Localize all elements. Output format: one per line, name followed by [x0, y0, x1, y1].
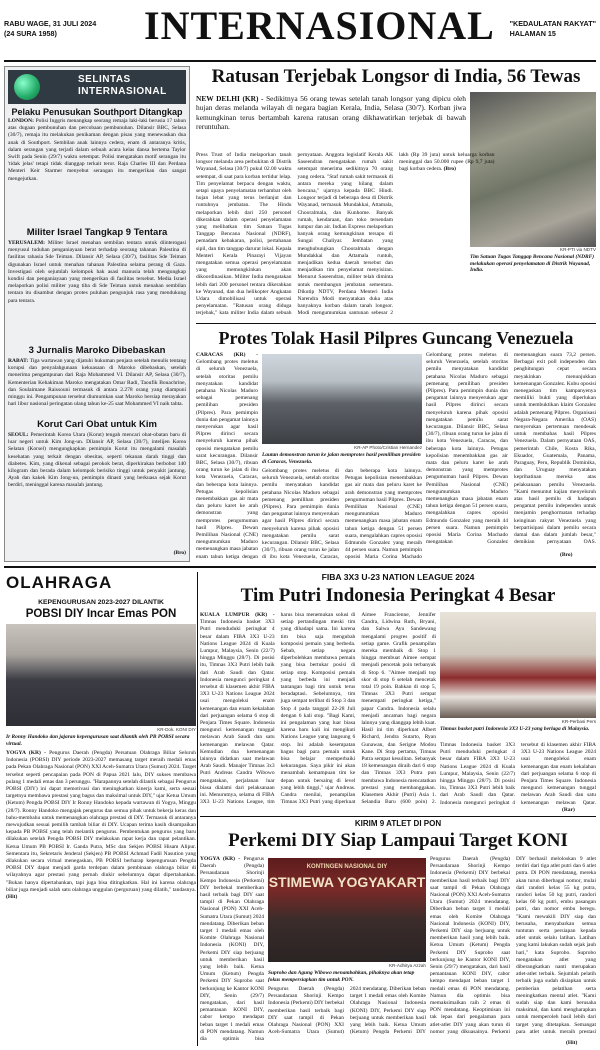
photo-credit: KR-Adhitya Azzah [388, 963, 426, 968]
pobsi-body: YOGYA (KR) - Pengurus Daerah (Pengda) Persatuan Olahraga Biliar Seluruh Indonesia (POBSI) DIY periode 2023-2027 memasang target meraih medali emas pada Pekan Olahraga Nasional (PON) XXI Aceh-Sumatra Utara (Sumut) 2024. Target tersebut seperti pencapaian pada PON di Papua 2021 lalu, DIY sukses membawa pulang 1 medali emas dan 3 perunggu. "Harapannya setelah dilantik sebagai Pengurus POBSI (DIY) ini dapat memotivasi dan meningkatkan kinerja kami, serta sesuai targetnya membawa prestasi yang bagus dan maksimal untuk DIY," ujar Ketua Umum (Ketum) Pengda POBSI DIY Ir Ronny Handoko kepada wartawan di Yogya, Minggu (28/7). Ronny Handoko mengajak pengurus dan semua pihak untuk bekerja keras dan bahu-membahu untuk memenangkan olahraga prestasi di DIY. Termasuk di antaranya mewujudkan sesuai pemilih tambah biliar di DIY. Ucapan terima kasih disampaikan kepada PB POBSI yang telah melantik pengurus. Pembentukan pengurus yang baru dilakukan setelah Pengda POBSI DIY melakukan rapat kerja dan rapat pelantikan. Ketua Umum PB POBSI Ir. Ganda Putra, MSc dan Sekjen POBSI Hisam Alipur. Sementara itu, Sekretaris Jenderal (Sekjen) PB POBSI Achmad Fadil Nasution yang dilakukan secara virtual menegaskan, PB POBSI berharap kepengurusan Pengda POBSI DIY dapat menjadi garda terdepan dalam pembinaan olahraga biliar di wilayahnya agar prestasi yang pernah diukir sebelumnya dapat dipertahankan. "Bukan hanya dipertahankan, tapi juga bisa ditingkatkan. Hal ini karena olahraga biliar juga menjadi salah satu olahraga unggulan (perguruan) yang dilatih," tandasnya. (Hit) [6, 750, 196, 901]
venezuela-body: Gelombang protes meletus di seluruh Venezuela, setelah otoritas pemilu menyatakan kandidat petahana Nicolas Maduro sebagai pemenang pemilihan presiden (Pilpres). Para pemimpin dunia dan pengamat lainnya menyerukan agar hasil Pilpres dirinci secara menyeluruh karena pihak oposisi mengatakan pemilu sarat kecurangan. Dilansir BBC, Selasa (30/7), ribuan orang turun ke jalan di ibu kota Venezuela, Caracas, dan beberapa kota lainnya. Petugas kepolisian menembakkan gas air mata dan peluru karet ke arah demonstran yang memprotes pengumuman hasil Pilpres. Dewan Pemilihan Nasional (CNE) mengumumkan Maduro memenangkan masa jabatan enam tahun ketiga dengan 51 persen suara, mengalahkan capres oposisi Edmundo Gonzalez yang meraih 44 persen suara. Namun pemimpin oposisi Maria Corina Machado [262, 468, 422, 561]
photo-caption: Ir Ronny Handoko dan jajaran kepengurusan saat dilantik oleh PB POBSI secara virtual. [6, 734, 190, 747]
fiba-headline: Tim Putri Indonesia Peringkat 4 Besar [240, 585, 556, 606]
section-title: INTERNASIONAL [144, 3, 495, 48]
byline-sign: (Bro) [560, 552, 573, 558]
india-lead: NEW DELHI (KR) - Sedikitnya 56 orang tewas setelah tanah longsor yang dipicu oleh hujan deras melanda wilayah di negara bagian Kerala, India, Selasa (30/7). Korban jiwa kemungkinan terus bertambah karena ratusan orang dikhawatirkan terjebak di bawah reruntuhan. [196, 94, 466, 132]
koni-kicker: KIRIM 9 ATLET DI PON [354, 819, 442, 828]
selintas-item-text: SEOUL: Pemerintah Korea Utara (Korut) tengah mencari obat-obatan baru di luar negeri untuk Kim Jong-un. Dilansir AP, Selasa (30/7), intelijen Korea Selatan (Korsel) mengungkapkan pemimpin Korut itu mengalami masalah kesehatan yang terkait dengan obesitas, seperti tekanan darah tinggi dan diabetes. Kim, yang dikenal sebagai perokok berat, diperkirakan berbobot 140 kilogram dan berada dalam kelompok berisiko tinggi untuk penyakit jantung. Ayah dan kakek Kim Jong-un, pemimpin dinasti yang berkuasa sejak Korut berdiri, meninggal karena masalah jantung. [8, 432, 186, 489]
koni-body: Pengurus Daerah (Pengda) Persaudaraan Shorinji Kempo Indonesia (Perkemi) DIY berbekal memberikan hasil terbaik bagi DIY saat tampil di Pekan Olahraga Nasional (PON) XXI Aceh-Sumatra Utara (Sumut) 2024 mendatang. Diberikan beban target 1 medali emas oleh Komite Olahraga Nasional Indonesia (KONI) DIY, Perkemi DIY siap berjuang untuk memberikan hasil yang lebih baik. Ketua Umum (Ketum) Pengda Perkemi DIY [268, 986, 426, 1036]
byline-sign: (Rar) [562, 807, 575, 813]
byline-sign: (Bro) [173, 550, 186, 556]
photo-banner-text: STIMEWA YOGYAKART [268, 874, 426, 890]
photo-caption: Timnas basket putri Indonesia 3X3 U-23 yang berlaga di Malaysia. [440, 726, 590, 732]
koni-headline: Perkemi DIY Siap Lampaui Target KONI [228, 830, 568, 851]
koni-body-right: Pengurus Daerah (Pengda) Persaudaraan Shorinji Kempo Indonesia (Perkemi) DIY berbekal memberikan hasil terbaik bagi DIY saat tampil di Pekan Olahraga Nasional (PON) XXI Aceh-Sumatra Utara (Sumut) 2024 mendatang. Diberikan beban target 1 medali emas oleh Komite Olahraga Nasional Indonesia (KONI) DIY, Perkemi DIY siap berjuang untuk memberikan hasil yang lebih baik. Ketua Umum (Ketum) Pengda Perkemi DIY Suprobo saat berkunjung ke Kantor KONI DIY, Senin (29/7) mengatakan, dari hasil pemantauan KONI DIY, cabor kempo mendapat beban target 1 medali emas di PON mendatang. Namun dia optimis bisa memaksimalkan raih 2 emas di PON mendatang. Keoptimisan ini tak lepas dari pengalaman para atlet-atlet DIY yang akan turun di nomor yang dikuasainya. Perkemi DIY berhasil meloloskan 9 atlet terdiri dari tiga atlet putri dan 6 atlet putra. Di PON mendatang, mereka akan turun diberbagai nomor, mulai dari randori kelas 55 kg putra, randori kelas 50 kg putri, randori kelas 60 kg putri, embu pasangan putri, dan nomor embu beregu. "Kami mewakili DIY siap dan berusaha, menyabarkan semua tuntutan serta persiapan kepada atlet untuk selalu latihan. Latihan yang kami lakukan sudah sejak jauh hari," kata Suprobo. Suprobo mengatakan atlet yang diberangkatkan nanti merupakan atlet-atlet terbaik. Sejumlah pelatih terbaik juga sudah disiapkan untuk pemberian pelatihan serta meningkatkan mental atlet. "Kami sudah siap dan kami berusaha maksimal, dan kami mengharapkan untuk memperoleh hasil lebih dari target yang ditetapkan. Semangat para atlet untuk meraih prestasi [430, 856, 596, 1035]
photo-caption: Suprobo dan Agung Wibowo menambahkan, pihaknya akan tetap fokus mempersiapkan tim untuk PON. [268, 970, 415, 983]
fiba-body-right: Timnas Indonesia basket 3X3 Putri menduduki peringkat 4 besar dalam FIBA 3X3 U-23 Nations League 2024 di Kuala Lumpur, Malaysia, Senin (22/7) hingga Minggu (28/7). Di posisi itu, Timnas 3X3 Putri lebih baik dari Arab Saudi dan Qatar. Indonesia mengunci peringkat 4 tersebut di klasemen akhir FIBA 3X3 U-23 Nations League 2024 usai mengoleksi enam kemenangan dan enam kekalahan dari perjuangan selama 6 stop di Penjara Times Square. Indonesia mengunci kemenangan tunggal melawan Arab Saudi dan satu kemenangan melawan Qatar. [440, 742, 596, 806]
koni-photo [268, 858, 426, 962]
selintas-item [8, 226, 186, 340]
selintas-item [8, 106, 186, 218]
selintas-item [8, 418, 186, 557]
pobsi-kicker: KEPENGURUSAN 2023-2027 DILANTIK [38, 599, 164, 606]
date-line: RABU WAGE, 31 JULI 2024 (24 SURA 1958) [4, 19, 97, 38]
selintas-item-title: Pelaku Penusukan Southport Ditangkap [11, 107, 183, 117]
photo-credit: KR-AP Photo/Cristian Hernandez [354, 445, 422, 450]
photo-banner-text: KONTINGEN NASIONAL DIY [306, 864, 388, 870]
olahraga-label: OLAHRAGA [6, 573, 113, 592]
fiba-body-left: KUALA LUMPUR (KR) - Timnas Indonesia basket 3X3 Putri menduduki peringkat 4 besar dalam FIBA 3X3 U-23 Nations League 2024 di Kuala Lumpur, Malaysia, Senin (22/7) hingga Minggu (28/7). Di posisi itu, Timnas 3X3 Putri lebih baik dari Arab Saudi dan Qatar. Indonesia mengunci peringkat 4 tersebut di klasemen akhir FIBA 3X3 U-23 Nations League 2024 usai mengoleksi enam kemenangan dan enam kekalahan dari perjuangan selama 6 stop di Penjara Times Square. Indonesia mengunci kemenangan tunggal melawan Arab Saudi dan satu kemenangan melawan Qatar. Kemudian dua kemenangan lainnya didatkan saat melawan Arab Saudi. Manajer Timnas 3x3 Putri Andreas Candra Wibowo mengatakan, perjalanan luar biasa dialami dari pelaksanaan ini. Menurutnya, selama di FIBA 3X3 U-23 Nations League, tim harus bisa menemukan solusi di setiap pertandingan meski tim yang dihadapi sama. Ini karena tim bisa saja mengubah komposisi pemain yang berbeda. Sebab, setiap negara diperbolehkan membawa pemain yang bisa bertukar posisi di setiap stop. Komposisi pemain yang berbeda ini menjadi tantangan bagi tim untuk terus beradaptasi. Sebelumnya, tim juga sempat terlibat di Stop 3 dan Stop 4 pada tanggal 22-28 Juli dengan 6 kali stop. "Bagi Kami, ini pengalaman yang luar biasa karena baru kali ini mengikuti Nations League yang langsung 6 stop. Ini adalah kesempatan bagus bagi para pemain untuk bisa belajar memperbaiki kekurangan. Saya pikir ini akan menambah kemampuan tim ke depan untuk bersaing di level yang lebih tinggi," ujar Andreas. Candra menilai, penampilan Timnas 3X3 Putri yang diperkuat Aimee Francienne, Jennifer Candra, Lidwina Ruth, Bryani, dan Salwa Ayu Sandewang mengalami progres positif di setiap game. Grafik penampilan mereka membaik di Stop 1 hingga membuat Aimee sempat menjadi pencetak poin terbanyak di Stop 6. "Aimee menjadi top skor di stop 6 setelah mencetak total 19 poin. Bahkan di stop 5, Timnas 3X3 Putri sempat menempati peringkat ketiga," papar Candra. Indonesia selalu menjadi ancaman bagi negara lainnya yang dianggap lebih kuat. Hasil ini tim diperkuat Albert Richard, Jendra Sutarto, Ryan Gunawan, dan Serigne Modou Kane. Di Stop pertama, Timnas Putra sempat kesulitan. Sebanyak 18 kemenangan diraih dari 6 stop dan Timnas 3X3 Putra pun membawa Indonesia mencatatkan prestasi yang membanggakan. Klasemen Akhir (Putri) Asia 1. Selandia Baru (600 poin) 2. [200, 612, 436, 806]
selintas-item-title: Militer Israel Tangkap 9 Tentara [26, 227, 168, 238]
selintas-item-text: LONDON: Polisi Inggris menangkap seorang remaja laki-laki berusia 17 tahun atas dugaan pembunuhan dan percobaan pembunuhan. Dilansir BBC, Selasa (30/7), remaja itu melakukan penikaman dengan pisau yang menewaskan dua anak di Southport. Sembilan anak lainnya cedera, enam di antaranya kritis, dalam serangan yang terjadi dalam sebuah acara kelas dansa bertema Taylor Swift pada Senin (29/7) waktu setempat. Polisi mengatakan motif serangan itu 'tidak jelas' tetapi tidak dianggap terkait teror. Raja Charles III dan Perdana Menteri Keir Starmer menyebut serangan itu mengerikan dan sangat mengejutkan. [8, 118, 186, 182]
pobsi-photo [6, 624, 196, 726]
pobsi-headline: POBSI DIY Incar Emas PON [25, 608, 177, 620]
photo-caption: Lautan demonstran turun ke jalan memprotes hasil pemilihan presiden di Caracas, Venezuela. [262, 452, 421, 465]
selintas-item-text: RABAT: Tiga wartawan yang dijatuhi hukuman penjara setelah menulis tentang korupsi dan penyalahgunaan kekuasaan di Maroko dibebaskan, setelah menerima pengampunan dari Raja Mohammed VI. Dilansir AP, Selasa (30/7), Kementerian Kehakiman Maroko mengatakan Omar Radi, Taoufik Bouachrine, dan Soulaimane Raissouni termasuk di antara 2.278 orang yang diampuni minggu ini. Pengampunan tersebut diumumkan saat Maroko bersiap merayakan hari libur nasional peringatan ulang tahun ke-25 saat Mohammed VI naik tahta. [8, 358, 186, 408]
photo-credit: KR-PTI via NDTV [560, 247, 596, 252]
selintas-item-title: 3 Jurnalis Maroko Dibebaskan [28, 345, 166, 356]
byline-sign: (Hit) [566, 1040, 578, 1046]
selintas-item-text: YERUSALEM: Militer Israel menahan sembilan tentara untuk diinterogasi menyusul tuduhan penganiayaan berat terhadap seorang tahanan Palestina di fasilitas rahasia Sde Teiman. Dilansir AP, Selasa (30/7), fasilitas Sde Teiman digunakan Israel untuk menahan tahanan Palestina selama perang di Gaza. Investigasi oleh sejumlah kelompok hak asasi manusia telah mengungkap kondisi dan penganiayaan yang mengerikan di fasilitas tersebut. Media Israel melaporkan polisi militer yang tiba di Sde Teiman untuk menahan sembilan tentara itu disambut dengan protes puluhan pengunjuk rasa yang mendukung para tentara. [8, 240, 186, 304]
selintas-banner [8, 70, 186, 104]
india-body: Press Trust of India melaporkan tanah longsor melanda area perbukitan di Distrik Wayanad, Selasa (30/7) pukul 02.00 waktu setempat, di saat para korban tertidur lelap. Tim penyelamat berpacu dengan waktu, setapi upaya penyelamatan terhambat oleh hujan lebat yang terus berlanjut dan runtuhnya jembatan. The Hindu melaporkan lebih dari 250 personel dikerahkan dalam operasi penyelamatan yang melibatkan tim Satuan Tugas Tanggap Bencana Nasional (NDRF), pemadam kebakaran, polisi, pertahanan sipil, dan tim tanggap darurat lokal. Kepala Menteri Kerala Pinarayi Vijayan mengatakan semua operasi penyelamatan yang memungkinkan akan dikoordinasikan. Militer India mengatakan lebih dari 200 personel tentara dikerahkan ke Wayanad, dan dua helikopter Angkatan Udara dimobilisasi untuk operasi penyelamatan. "Ratusan orang diduga terjebak," kata militer India dalam sebuah pernyataan. Anggota legislatif Kerala AK Saseendran mengatakan rumah sakit setempat menerima sedikitnya 70 orang yang cedera. "Staf rumah sakit termasuk di antara mereka yang hilang dalam bencana," ujarnya kepada BBC Hindi. Longsor terjadi di beberapa desa di Distrik Wayanad, termasuk Mundakkai, Attamala, Chooralmala, dan Kunhome. Banyak rumah, kendaraan, dan toko tersendam lumpur dan air. Indian Express melaporkan banyak orang kemungkinan tersapu di Sungai Chaliyar. Jembatan yang menghubungkan Chooralmala dengan Mundakkai dan Attamala runtuh, menjadikan kedua daerah tersebut dan menjadikan tim penyelamat menyisiran. Menurut Saseendran, militer telah diminta untuk membangun jembatan sementara. Dikutip NDTV, Perdana Menteri India Narendra Modi menyatakan duka atas banyaknya korban dalam tanah longsor. Modi mengumumkan santunan sebesar 2 lakh (Rp 39 juta) untuk keluarga korban meninggal dan 50.000 rupee (Rp 9,7 juta) bagi korban cedera. (Bro) [196, 152, 495, 317]
venezuela-headline: Protes Tolak Hasil Pilpres Guncang Venezuela [218, 328, 574, 348]
fiba-kicker: FIBA 3X3 U-23 NATION LEAGUE 2024 [321, 572, 475, 582]
selintas-item [8, 344, 186, 422]
venezuela-photo [262, 354, 422, 444]
koni-col-1: YOGYA (KR) - Pengurus Daerah (Pengda) Persaudaraan Shorinji Kempo Indonesia (Perkemi) DIY berbekal memberikan hasil terbaik bagi DIY saat tampil di Pekan Olahraga Nasional (PON) XXI Aceh-Sumatra Utara (Sumut) 2024 mendatang. Diberikan beban target 1 medali emas oleh Komite Olahraga Nasional Indonesia (KONI) DIY, Perkemi DIY siap berjuang untuk memberikan hasil yang lebih baik. Ketua Umum (Ketum) Pengda Perkemi DIY Suprobo saat berkunjung ke Kantor KONI DIY, Senin (29/7) mengatakan, dari hasil pemantauan KONI DIY, cabor kempo mendapat beban target 1 medali emas di PON mendatang. Namun dia optimis bisa [200, 856, 264, 1042]
header-rule [4, 60, 596, 62]
venezuela-col-1: CARACAS (KR) - Gelombang protes meletus di seluruh Venezuela, setelah otoritas pemilu menyatakan kandidat petahana Nicolas Maduro sebagai pemenang pemilihan presiden (Pilpres). Para pemimpin dunia dan pengamat lainnya menyerukan agar hasil Pilpres dirinci secara menyeluruh karena pihak oposisi mengatakan pemilu sarat kecurangan. Dilansir BBC, Selasa (30/7), ribuan orang turun ke jalan di ibu kota Venezuela, Caracas, dan beberapa kota lainnya. Petugas kepolisian menembakkan gas air mata dan peluru karet ke arah demonstran yang memprotes pengumuman hasil Pilpres. Dewan Pemilihan Nasional (CNE) mengumumkan Maduro memenangkan masa jabatan enam tahun ketiga dengan [196, 352, 258, 560]
page-info: "KEDAULATAN RAKYAT" HALAMAN 15 [509, 19, 596, 38]
photo-caption: Tim Satuan Tugas Tanggap Bencana Nasional (NDRF) melakukan operasi penyelamatan di Distrik Wayanad, India. [470, 254, 595, 274]
divider [196, 323, 596, 324]
venezuela-body-right: Gelombang protes meletus di seluruh Venezuela, setelah otoritas pemilu menyatakan kandidat petahana Nicolas Maduro sebagai pemenang pemilihan presiden (Pilpres). Para pemimpin dunia dan pengamat lainnya menyerukan agar hasil Pilpres dirinci secara menyeluruh karena pihak oposisi mengatakan pemilu sarat kecurangan. Dilansir BBC, Selasa (30/7), ribuan orang turun ke jalan di ibu kota Venezuela, Caracas, dan beberapa kota lainnya. Petugas kepolisian menembakkan gas air mata dan peluru karet ke arah demonstran yang memprotes pengumuman hasil Pilpres. Dewan Pemilihan Nasional (CNE) mengumumkan Maduro memenangkan masa jabatan enam tahun ketiga dengan 51 persen suara, mengalahkan capres oposisi Edmundo Gonzalez yang meraih 44 persen suara. Namun pemimpin oposisi Maria Corina Machado mengatakan Gonzalez memenangkan suara 73,2 persen. Berbagai exit poll independen dan penghitungan cepat secara meyakinkan menunjukkan kemenangan Gonzalez. Kubu oposisi menegaskan tim kampanyenya memiliki bukti yang diperlukan untuk membuktikan klaim Gonzalez adalah pemenang Pilpres. Organisasi Negara-Negara Amerika (OAS) menyerukan pertemuan mendesak untuk membahas hasil Pilpres Venezuela. Dalam pernyataan OAS, pemerintah Chile, Kosta Rika, Ekuador, Guatemala, Panama, Paraguay, Peru, Republik Dominika, dan Uruguay menyatakan keprihatinan mereka atas pelaksanaan pemilu Venezuela. "Kami menuntut kajian menyeluruh atas hasil pemilu di hadapan pengamat pemilu independen untuk menjamin penghormatan terhadap keinginan rakyat Venezuela yang berpartisipasi dalam pemilu secara damai dan dalam jumlah besar," demikian pernyataan OAS. [426, 352, 596, 546]
india-headline: Ratusan Terjebak Longsor di India, 56 Tewas [211, 66, 581, 87]
globe-icon [14, 74, 40, 100]
photo-credit: KR-Dok. KONI DIY [157, 727, 196, 732]
section-rule [4, 566, 596, 568]
column-rule [197, 572, 198, 1046]
selintas-item-title: Korut Cari Obat untuk Kim [37, 419, 157, 430]
photo-credit: KR-Perbasi Pers [561, 719, 596, 724]
divider [200, 816, 596, 817]
fiba-photo [440, 612, 596, 718]
masthead [4, 3, 596, 61]
selintas-label: SELINTAS INTERNASIONAL [78, 74, 167, 97]
